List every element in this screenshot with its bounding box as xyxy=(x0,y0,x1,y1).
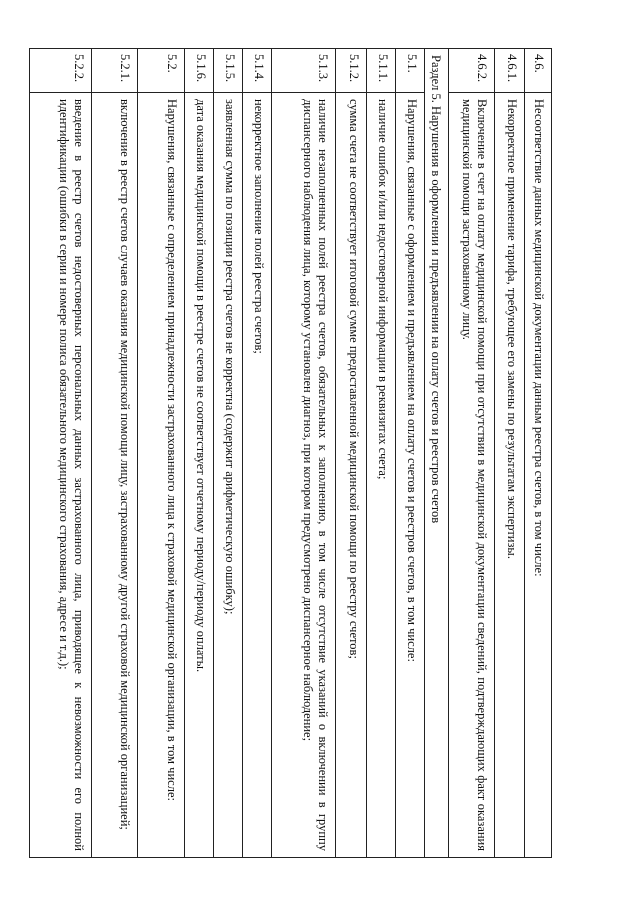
table-row xyxy=(185,49,214,858)
row-number: 4.6.1. xyxy=(495,49,525,93)
table-row xyxy=(495,49,525,858)
row-text: введение в реестр счетов недостоверных персональных данных застрахованного лица, приводящее к невозможности его полной идентификации (ошибки в серии и номере полиса обязательного медицинского страхования, адресе и т.д.); xyxy=(30,93,92,858)
table-row xyxy=(367,49,396,858)
row-number: 5.1.4. xyxy=(243,49,272,93)
row-number: 5.1.5. xyxy=(214,49,243,93)
violations-table xyxy=(29,48,552,858)
rotated-table-container xyxy=(50,48,552,858)
table-row xyxy=(272,49,336,858)
row-number: 5.2.2. xyxy=(30,49,92,93)
row-text: Нарушения, связанные с определением принадлежности застрахованного лица к страховой медицинской организации, в том числе: xyxy=(138,93,185,858)
row-number: 5.1.3. xyxy=(272,49,336,93)
row-text: Некорректное применение тарифа, требующее его замены по результатам экспертизы. xyxy=(495,93,525,858)
table-row xyxy=(449,49,495,858)
table-row xyxy=(396,49,425,858)
table-row xyxy=(425,49,449,858)
row-text: Нарушения, связанные с оформлением и предъявлением на оплату счетов и реестров счетов, в том числе: xyxy=(396,93,425,858)
table-row xyxy=(243,49,272,858)
table-row xyxy=(525,49,552,858)
table-row xyxy=(30,49,92,858)
row-number: 5.1.6. xyxy=(185,49,214,93)
table-row xyxy=(92,49,138,858)
table-row xyxy=(138,49,185,858)
row-number: 5.1. xyxy=(396,49,425,93)
row-text: наличие незаполненных полей реестра счетов, обязательных к заполнению, в том числе отсутствие указаний о включении в группу диспансерного наблюдения лица, которому установлен диагноз, при котором предусмотрено диспансерное наблюдение; xyxy=(272,93,336,858)
section-heading: Раздел 5. Нарушения в оформлении и предъявлении на оплату счетов и реестров счетов xyxy=(425,49,449,858)
row-number: 5.1.2. xyxy=(336,49,367,93)
table-row xyxy=(214,49,243,858)
row-number: 4.6. xyxy=(525,49,552,93)
row-text: Включение в счет на оплату медицинской помощи при отсутствии в медицинской документации сведений, подтверждающих факт оказания медицинской помощи застрахованному лицу. xyxy=(449,93,495,858)
row-number: 4.6.2. xyxy=(449,49,495,93)
row-text: включение в реестр счетов случаев оказания медицинской помощи лицу, застрахованному другой страховой медицинской организацией; xyxy=(92,93,138,858)
row-number: 5.2. xyxy=(138,49,185,93)
table-row xyxy=(336,49,367,858)
row-number: 5.1.1. xyxy=(367,49,396,93)
row-text: дата оказания медицинской помощи в реестре счетов не соответствует отчетному периоду/периоду оплаты. xyxy=(185,93,214,858)
row-text: заявленная сумма по позиции реестра счетов не корректна (содержит арифметическую ошибку); xyxy=(214,93,243,858)
row-text: некорректное заполнение полей реестра счетов; xyxy=(243,93,272,858)
row-text: Несоответствие данных медицинской документации данным реестра счетов, в том числе: xyxy=(525,93,552,858)
row-text: наличие ошибок и/или недостоверной информации в реквизитах счета; xyxy=(367,93,396,858)
row-text: сумма счета не соответствует итоговой сумме предоставленной медицинской помощи по реестру счетов; xyxy=(336,93,367,858)
row-number: 5.2.1. xyxy=(92,49,138,93)
